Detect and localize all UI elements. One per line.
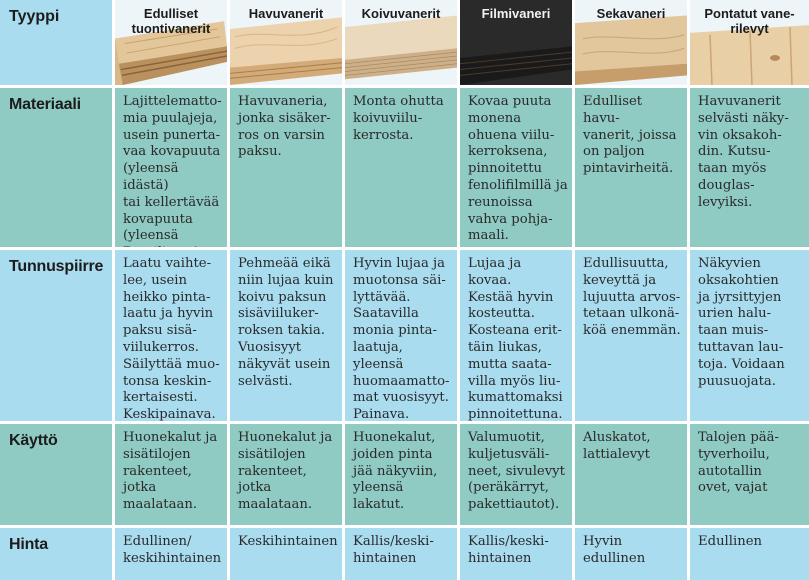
header-col-label: Pontatut vane- rilevyt bbox=[704, 6, 795, 36]
header-col-label: Sekavaneri bbox=[596, 6, 666, 21]
table-cell: Edulliset havu- vanerit, joissa on paljon pintavirheitä. bbox=[575, 88, 690, 250]
header-col-koivuvanerit bbox=[345, 0, 460, 88]
table-cell: Monta ohutta koivuviilu- kerrosta. bbox=[345, 88, 460, 250]
table-cell: Havuvaneria, jonka sisäker- ros on varsin paksu. bbox=[230, 88, 345, 250]
table-cell: Lujaa ja kovaa. Kestää hyvin kosteutta. Kosteana erit- täin liukas, mutta saata- villa myös liu- kumattomaksi pinnoitettuna. bbox=[460, 250, 575, 424]
table-cell: Kallis/keski- hintainen bbox=[345, 528, 460, 580]
table-cell: Laatu vaihte- lee, usein heikko pinta- laatu ja hyvin paksu sisä- viilukerros. Säilyttää muo- tonsa keskin- kertaisesti. Keskipainava. bbox=[115, 250, 230, 424]
table-cell: Edullinen bbox=[690, 528, 809, 580]
header-col-label: Koivuvanerit bbox=[361, 6, 441, 21]
table-cell: Näkyvien oksakohtien ja jyrsittyjen urien halu- taan muis- tuttavan lau- toja. Voidaan puusuojata. bbox=[690, 250, 809, 424]
table-cell: Valumuotit, kuljetusväli- neet, sivulevyt (peräkärryt, pakettiautot). bbox=[460, 424, 575, 528]
header-col-label: Havuvanerit bbox=[248, 6, 324, 21]
header-col-filmivaneri bbox=[460, 0, 575, 88]
header-col-sekavaneri bbox=[575, 0, 690, 88]
table-cell: Edullisuutta, keveyttä ja lujuutta arvos- tetaan ulkonä- köä enemmän. bbox=[575, 250, 690, 424]
row-label-kaytto: Käyttö bbox=[0, 424, 115, 528]
table-cell: Keskihintainen bbox=[230, 528, 345, 580]
header-col-havuvanerit bbox=[230, 0, 345, 88]
table-cell: Huonekalut ja sisätilojen rakenteet, jotka maalataan. bbox=[230, 424, 345, 528]
header-type-label: Tyyppi bbox=[0, 0, 115, 88]
table-cell: Kallis/keski- hintainen bbox=[460, 528, 575, 580]
table-cell: Edullinen/ keskihintainen bbox=[115, 528, 230, 580]
header-col-label: Edulliset tuontivanerit bbox=[131, 6, 211, 36]
table-cell: Havuvanerit selvästi näky- vin oksakoh- din. Kutsu- taan myös douglas- levyiksi. bbox=[690, 88, 809, 250]
table-cell: Kovaa puuta monena ohuena viilu- kerroksena, pinnoitettu fenolifilmillä ja reunoissa vahva pohja- maali. bbox=[460, 88, 575, 250]
table-cell: Aluskatot, lattialevyt bbox=[575, 424, 690, 528]
row-label-tunnuspiirre: Tunnuspiirre bbox=[0, 250, 115, 424]
table-cell: Lajittelematto- mia puulajeja, usein punerta- vaa kovapuuta (yleensä idästä) tai kellertävää kovapuuta (yleensä bbox=[115, 88, 230, 250]
table-cell: Pehmeää eikä niin lujaa kuin koivu paksun sisäviiluker- roksen takia. Vuosisyyt näkyvät usein selvästi. bbox=[230, 250, 345, 424]
table-cell: Huonekalut ja sisätilojen rakenteet, jotka maalataan. bbox=[115, 424, 230, 528]
table-cell: Hyvin edullinen bbox=[575, 528, 690, 580]
row-label-materiaali: Materiaali bbox=[0, 88, 115, 250]
table-cell: Talojen pää- tyverhoilu, autotallin ovet, vajat bbox=[690, 424, 809, 528]
row-label-hinta: Hinta bbox=[0, 528, 115, 580]
header-col-tuontivanerit bbox=[115, 0, 230, 88]
header-col-pontatut bbox=[690, 0, 809, 88]
table-cell: Hyvin lujaa ja muotonsa säi- lyttävää. Saatavilla monia pinta- laatuja, yleensä huomaamatto- mat vuosisyyt. Painava. bbox=[345, 250, 460, 424]
header-col-label: Filmivaneri bbox=[481, 6, 551, 21]
table-cell: Huonekalut, joiden pinta jää näkyviin, yleensä lakatut. bbox=[345, 424, 460, 528]
